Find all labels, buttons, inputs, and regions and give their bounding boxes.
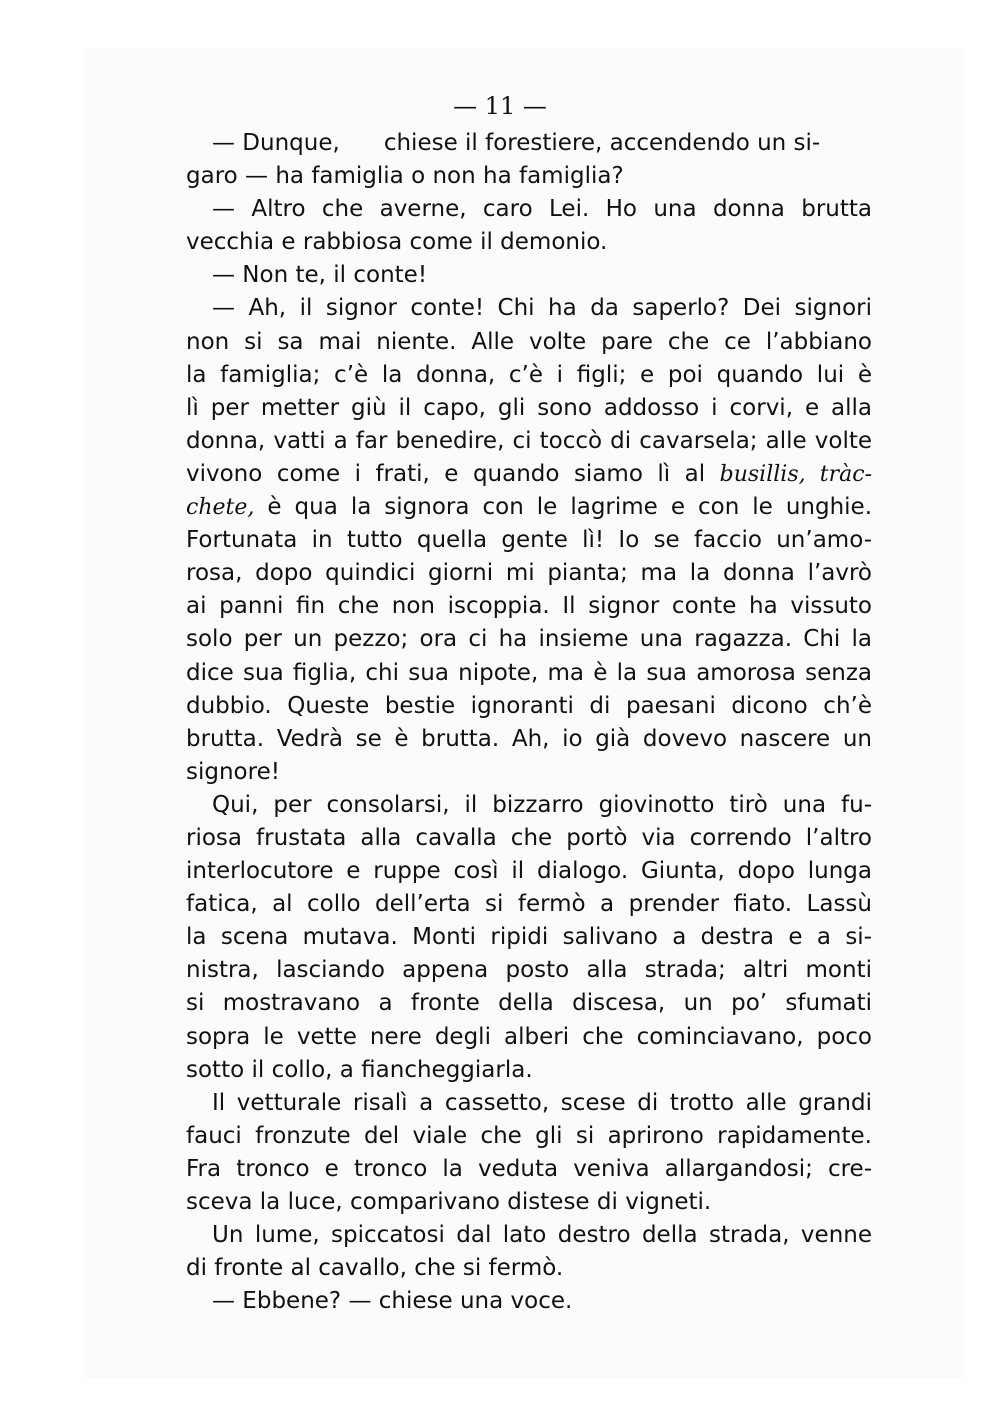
text-line xyxy=(186,491,872,524)
text-line: interlocutore e ruppe così il dialogo. Giunta, dopo lunga xyxy=(186,858,872,885)
text-line: sopra le vette nere degli alberi che cominciavano, poco xyxy=(186,1023,872,1050)
italic-word: chete, xyxy=(186,495,255,521)
text-line: dubbio. Queste bestie ignoranti di paesani dicono ch’è xyxy=(186,692,872,719)
text-line: rosa, dopo quindici giorni mi pianta; ma la donna l’avrò xyxy=(186,560,872,587)
text-line: — Non te, il conte! xyxy=(212,262,428,289)
text-line: dice sua figlia, chi sua nipote, ma è la sua amorosa senza xyxy=(186,659,872,686)
text-line: — Altro che averne, caro Lei. Ho una donna brutta xyxy=(212,196,872,223)
text-line: Un lume, spiccatosi dal lato destro della strada, venne xyxy=(212,1222,872,1249)
dialogue-opening: — Dunque, xyxy=(212,130,340,156)
text-line: lì per metter giù il capo, gli sono addosso i corvi, e alla xyxy=(186,394,872,421)
text-line: Qui, per consolarsi, il bizzarro giovinotto tirò una fu- xyxy=(212,791,872,818)
line-text: è qua la signora con le lagrime e con le unghie. xyxy=(267,494,872,521)
text-line: Fra tronco e tronco la veduta veniva allargandosi; cre- xyxy=(186,1155,872,1182)
text-line xyxy=(186,127,872,160)
text-line: sotto il collo, a fiancheggiarla. xyxy=(186,1056,533,1083)
text-line: — Ah, il signor conte! Chi ha da saperlo? Dei signori xyxy=(212,295,872,322)
text-line: garo — ha famiglia o non ha famiglia? xyxy=(186,163,624,190)
text-line: sceva la luce, comparivano distese di vigneti. xyxy=(186,1189,712,1215)
body-text xyxy=(186,127,872,1318)
text-line: signore! xyxy=(186,758,280,785)
text-line: Il vetturale risalì a cassetto, scese di trotto alle grandi xyxy=(212,1089,872,1116)
text-line: non si sa mai niente. Alle volte pare che ce l’abbiano xyxy=(186,328,872,355)
dialogue-continuation: chiese il forestiere, accendendo un si- xyxy=(383,130,821,156)
text-line: di fronte al cavallo, che si fermò. xyxy=(186,1255,564,1282)
text-line: riosa frustata alla cavalla che portò via correndo l’altro xyxy=(186,824,872,851)
text-line: — Ebbene? — chiese una voce. xyxy=(212,1288,573,1315)
text-line xyxy=(186,458,872,491)
text-line: Fortunata in tutto quella gente lì! Io se faccio un’amo- xyxy=(186,527,872,554)
text-line: la scena mutava. Monti ripidi salivano a destra e a si- xyxy=(186,924,872,951)
text-line: fauci fronzute del viale che gli si aprirono rapidamente. xyxy=(186,1122,872,1149)
italic-word: busillis, tràc- xyxy=(719,461,873,487)
text-line: solo per un pezzo; ora ci ha insieme una ragazza. Chi la xyxy=(186,626,872,653)
text-line: ai panni fin che non iscoppia. Il signor conte ha vissuto xyxy=(186,593,872,620)
text-line: si mostravano a fronte della discesa, un po’ sfumati xyxy=(186,990,872,1017)
text-line: fatica, al collo dell’erta si fermò a prender fiato. Lassù xyxy=(186,891,872,918)
text-line: nistra, lasciando appena posto alla strada; altri monti xyxy=(186,957,872,984)
line-text: vivono come i frati, e quando siamo lì al xyxy=(186,460,706,487)
text-line: donna, vatti a far benedire, ci toccò di cavarsela; alle volte xyxy=(186,427,872,454)
text-line: la famiglia; c’è la donna, c’è i figli; e poi quando lui è xyxy=(186,361,872,388)
text-line: vecchia e rabbiosa come il demonio. xyxy=(186,229,608,256)
page-number: — 11 — xyxy=(453,92,547,120)
text-line: brutta. Vedrà se è brutta. Ah, io già dovevo nascere un xyxy=(186,725,872,752)
